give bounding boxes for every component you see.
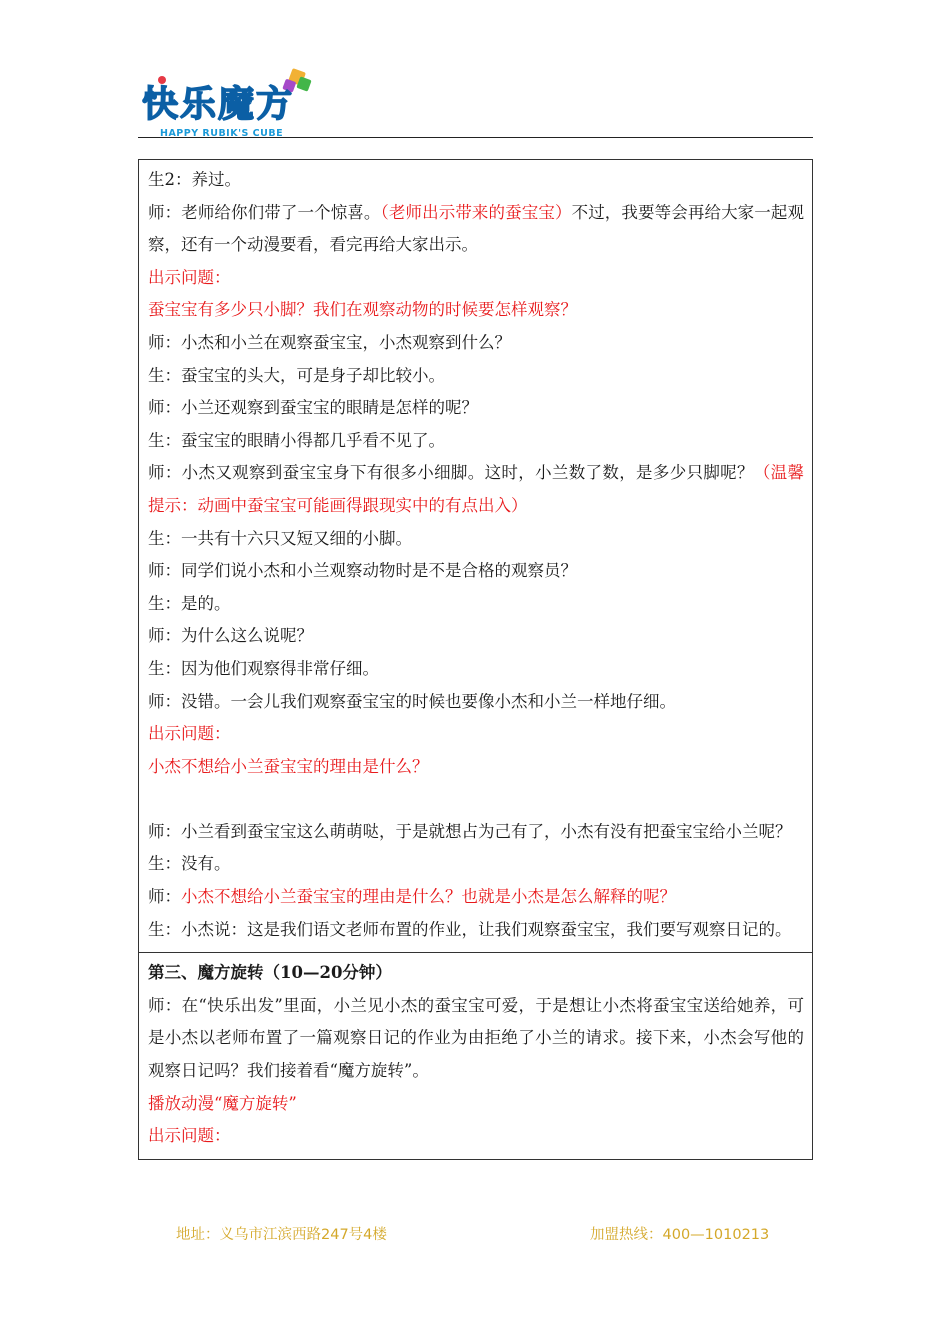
logo-dot-red — [158, 76, 166, 84]
line-text: 生2：养过。 — [148, 170, 241, 189]
highlight-text: 小杰不想给小兰蚕宝宝的理由是什么？也就是小杰是怎么解释的呢？ — [181, 887, 676, 907]
dialogue-line — [148, 848, 804, 881]
footer-hotline: 加盟热线：400—1010213 — [590, 1227, 770, 1243]
dialogue-line — [148, 262, 804, 295]
dialogue-line — [148, 457, 804, 522]
section-three-title: 第三、魔方旋转（10—20分钟） — [148, 963, 392, 983]
line-text: 生：一共有十六只又短又细的小脚。 — [148, 528, 412, 548]
dialogue-line — [148, 555, 804, 588]
highlight-text: （温馨提示：动画中蚕宝宝可能画得跟现实中的有点出入） — [148, 463, 805, 515]
dialogue-line — [148, 653, 804, 686]
dialogue-line — [148, 523, 804, 556]
line-text: 不过，我要等会再给大家一起观察，还有一个动漫要看，看完再给大家出示。 — [148, 202, 805, 255]
line-text: 师：没错。一会儿我们观察蚕宝宝的时候也要像小杰和小兰一样地仔细。 — [148, 691, 676, 711]
line-text: 师：小兰还观察到蚕宝宝的眼睛是怎样的呢？ — [148, 398, 478, 418]
dialogue-line — [148, 990, 804, 1088]
dialogue-line — [148, 783, 804, 816]
dialogue-line — [148, 914, 804, 947]
section-three-cell — [139, 952, 812, 1159]
line-text: 生：小杰说：这是我们语文老师布置的作业，让我们观察蚕宝宝，我们要写观察日记的。 — [148, 919, 792, 939]
dialogue-line — [148, 425, 804, 458]
dialogue-line — [148, 360, 804, 393]
highlight-text: 播放动漫“魔方旋转” — [148, 1093, 297, 1113]
highlight-text: 出示问题： — [148, 267, 231, 287]
dialogue-line — [148, 881, 804, 914]
dialogue-line — [148, 392, 804, 425]
logo-title: 快乐魔方 — [142, 84, 295, 125]
line-text: 生：蚕宝宝的头大，可是身子却比较小。 — [148, 365, 445, 385]
dialogue-line — [148, 164, 804, 197]
dialogue-line — [148, 588, 804, 621]
dialogue-line — [148, 816, 804, 849]
dialogue-line — [148, 718, 804, 751]
highlight-text: （老师出示带来的蚕宝宝） — [380, 202, 572, 222]
dialogue-line — [148, 686, 804, 719]
dialogue-line — [148, 327, 804, 360]
line-text: 师：同学们说小杰和小兰观察动物时是不是合格的观察员？ — [148, 561, 577, 581]
dialogue-line — [148, 751, 804, 784]
logo-subtitle: HAPPY RUBIK'S CUBE — [160, 128, 284, 139]
dialogue-line — [148, 197, 804, 262]
line-text: 生：没有。 — [148, 854, 231, 874]
highlight-text: 小杰不想给小兰蚕宝宝的理由是什么？ — [148, 756, 429, 776]
lesson-table — [138, 159, 813, 1160]
line-text: 师：为什么这么说呢？ — [148, 626, 313, 646]
logo-graphic — [138, 66, 318, 142]
dialogue-line — [148, 1088, 804, 1121]
highlight-text: 出示问题： — [148, 724, 231, 744]
line-text: 师：小杰又观察到蚕宝宝身下有很多小细脚。这时，小兰数了数，是多少只脚呢？ — [148, 463, 754, 483]
line-text: 师：小杰和小兰在观察蚕宝宝，小杰观察到什么？ — [148, 332, 511, 352]
highlight-text: 出示问题： — [148, 1126, 231, 1146]
line-text: 师：在“快乐出发”里面，小兰见小杰的蚕宝宝可爱，于是想让小杰将蚕宝宝送给她养，可是小杰以老师布置了一篇观察日记的作业为由拒绝了小兰的请求。接下来，小杰会写他的观察日记吗？我们接着看“魔方旋转”。 — [148, 995, 804, 1081]
dialogue-line — [148, 620, 804, 653]
highlight-text: 蚕宝宝有多少只小脚？我们在观察动物的时候要怎样观察？ — [148, 300, 577, 320]
footer-address: 地址：义乌市江滨西路247号4楼 — [176, 1227, 387, 1243]
dialogue-line — [148, 294, 804, 327]
brand-logo — [138, 66, 318, 142]
line-text: 生：因为他们观察得非常仔细。 — [148, 658, 379, 678]
header-divider — [138, 137, 813, 138]
dialogue-line — [148, 1120, 804, 1153]
line-text: 师：老师给你们带了一个惊喜。 — [148, 202, 381, 222]
line-text: 师：小兰看到蚕宝宝这么萌萌哒，于是就想占为己有了，小杰有没有把蚕宝宝给小兰呢？ — [148, 821, 792, 841]
line-text: 生：蚕宝宝的眼睛小得都几乎看不见了。 — [148, 430, 445, 450]
section-two-cell — [139, 160, 812, 952]
line-text: 生：是的。 — [148, 593, 231, 613]
line-text: 师： — [148, 887, 181, 907]
